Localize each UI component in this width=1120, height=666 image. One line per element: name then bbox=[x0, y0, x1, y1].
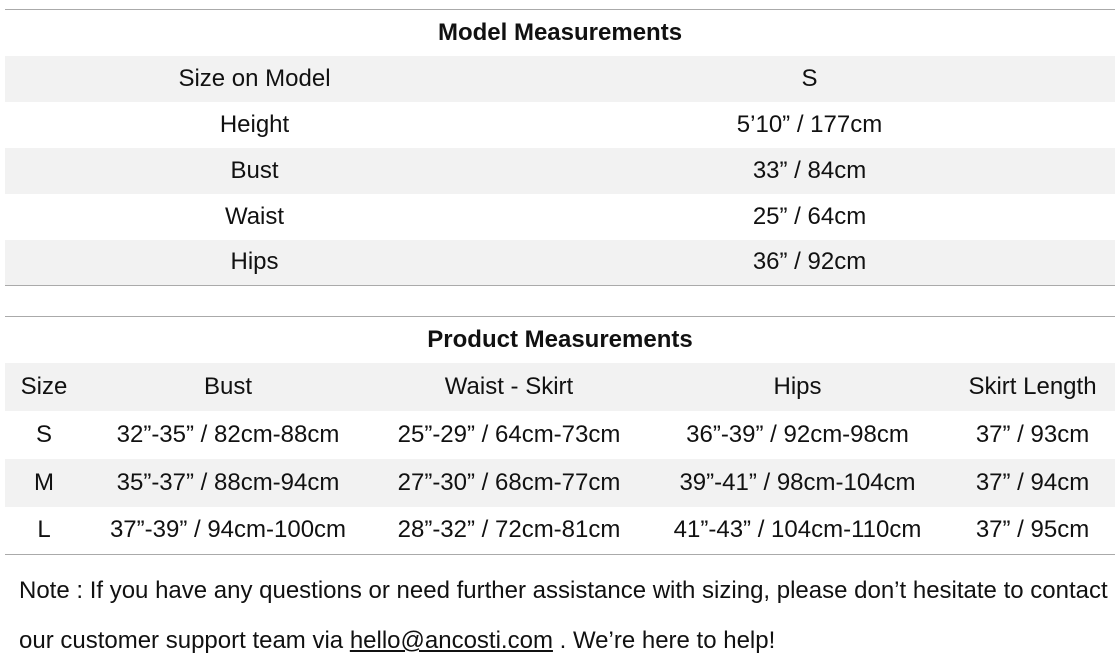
skirt-length-cell: 37” / 94cm bbox=[950, 459, 1115, 507]
waist-cell: 25”-29” / 64cm-73cm bbox=[397, 420, 621, 448]
support-email-link[interactable]: hello@ancosti.com bbox=[349, 627, 553, 654]
note-text-end: . We’re here to help! bbox=[552, 627, 776, 654]
column-header: Size bbox=[5, 363, 83, 411]
model-title-row bbox=[5, 10, 1115, 56]
row-label: Height bbox=[219, 110, 290, 138]
row-label: Hips bbox=[5, 240, 504, 286]
hips-cell: 39”-41” / 98cm-104cm bbox=[645, 459, 950, 507]
row-label: Bust bbox=[5, 148, 504, 194]
note-text: Note : If you have any questions or need further assistance with sizing, please don’t hesitate to contact our customer support team via bbox=[19, 577, 1108, 654]
row-label: Waist bbox=[224, 202, 285, 230]
skirt-length-cell: 37” / 95cm bbox=[975, 516, 1090, 544]
table-row bbox=[5, 459, 1115, 507]
size-cell: S bbox=[35, 420, 52, 448]
table-row bbox=[5, 507, 1115, 555]
row-value: 36” / 92cm bbox=[504, 240, 1115, 286]
column-header: Waist - Skirt bbox=[373, 363, 645, 411]
table-row bbox=[5, 240, 1115, 286]
size-cell: M bbox=[5, 459, 83, 507]
bust-cell: 32”-35” / 82cm-88cm bbox=[116, 420, 340, 448]
hips-cell: 41”-43” / 104cm-110cm bbox=[673, 516, 922, 544]
row-value: S bbox=[504, 56, 1115, 102]
bust-cell: 35”-37” / 88cm-94cm bbox=[83, 459, 373, 507]
table-row bbox=[5, 148, 1115, 194]
waist-cell: 28”-32” / 72cm-81cm bbox=[397, 516, 621, 544]
row-label: Size on Model bbox=[5, 56, 504, 102]
skirt-length-cell: 37” / 93cm bbox=[975, 420, 1090, 448]
model-table-title: Model Measurements bbox=[437, 18, 683, 46]
product-measurements-table bbox=[5, 316, 1115, 555]
size-cell: L bbox=[37, 516, 51, 544]
sizing-note bbox=[19, 566, 1109, 666]
table-row bbox=[5, 102, 1115, 148]
row-value: 25” / 64cm bbox=[752, 202, 867, 230]
bust-cell: 37”-39” / 94cm-100cm bbox=[109, 516, 347, 544]
row-value: 5’10” / 177cm bbox=[736, 110, 883, 138]
waist-cell: 27”-30” / 68cm-77cm bbox=[373, 459, 645, 507]
header-row bbox=[5, 363, 1115, 411]
model-measurements-table bbox=[5, 9, 1115, 286]
table-row bbox=[5, 56, 1115, 102]
product-title-row bbox=[5, 317, 1115, 363]
column-header: Bust bbox=[83, 363, 373, 411]
column-header: Skirt Length bbox=[950, 363, 1115, 411]
hips-cell: 36”-39” / 92cm-98cm bbox=[686, 420, 909, 448]
column-header: Hips bbox=[645, 363, 950, 411]
table-row bbox=[5, 194, 1115, 240]
product-table-title: Product Measurements bbox=[427, 325, 693, 353]
table-row bbox=[5, 411, 1115, 459]
row-value: 33” / 84cm bbox=[504, 148, 1115, 194]
